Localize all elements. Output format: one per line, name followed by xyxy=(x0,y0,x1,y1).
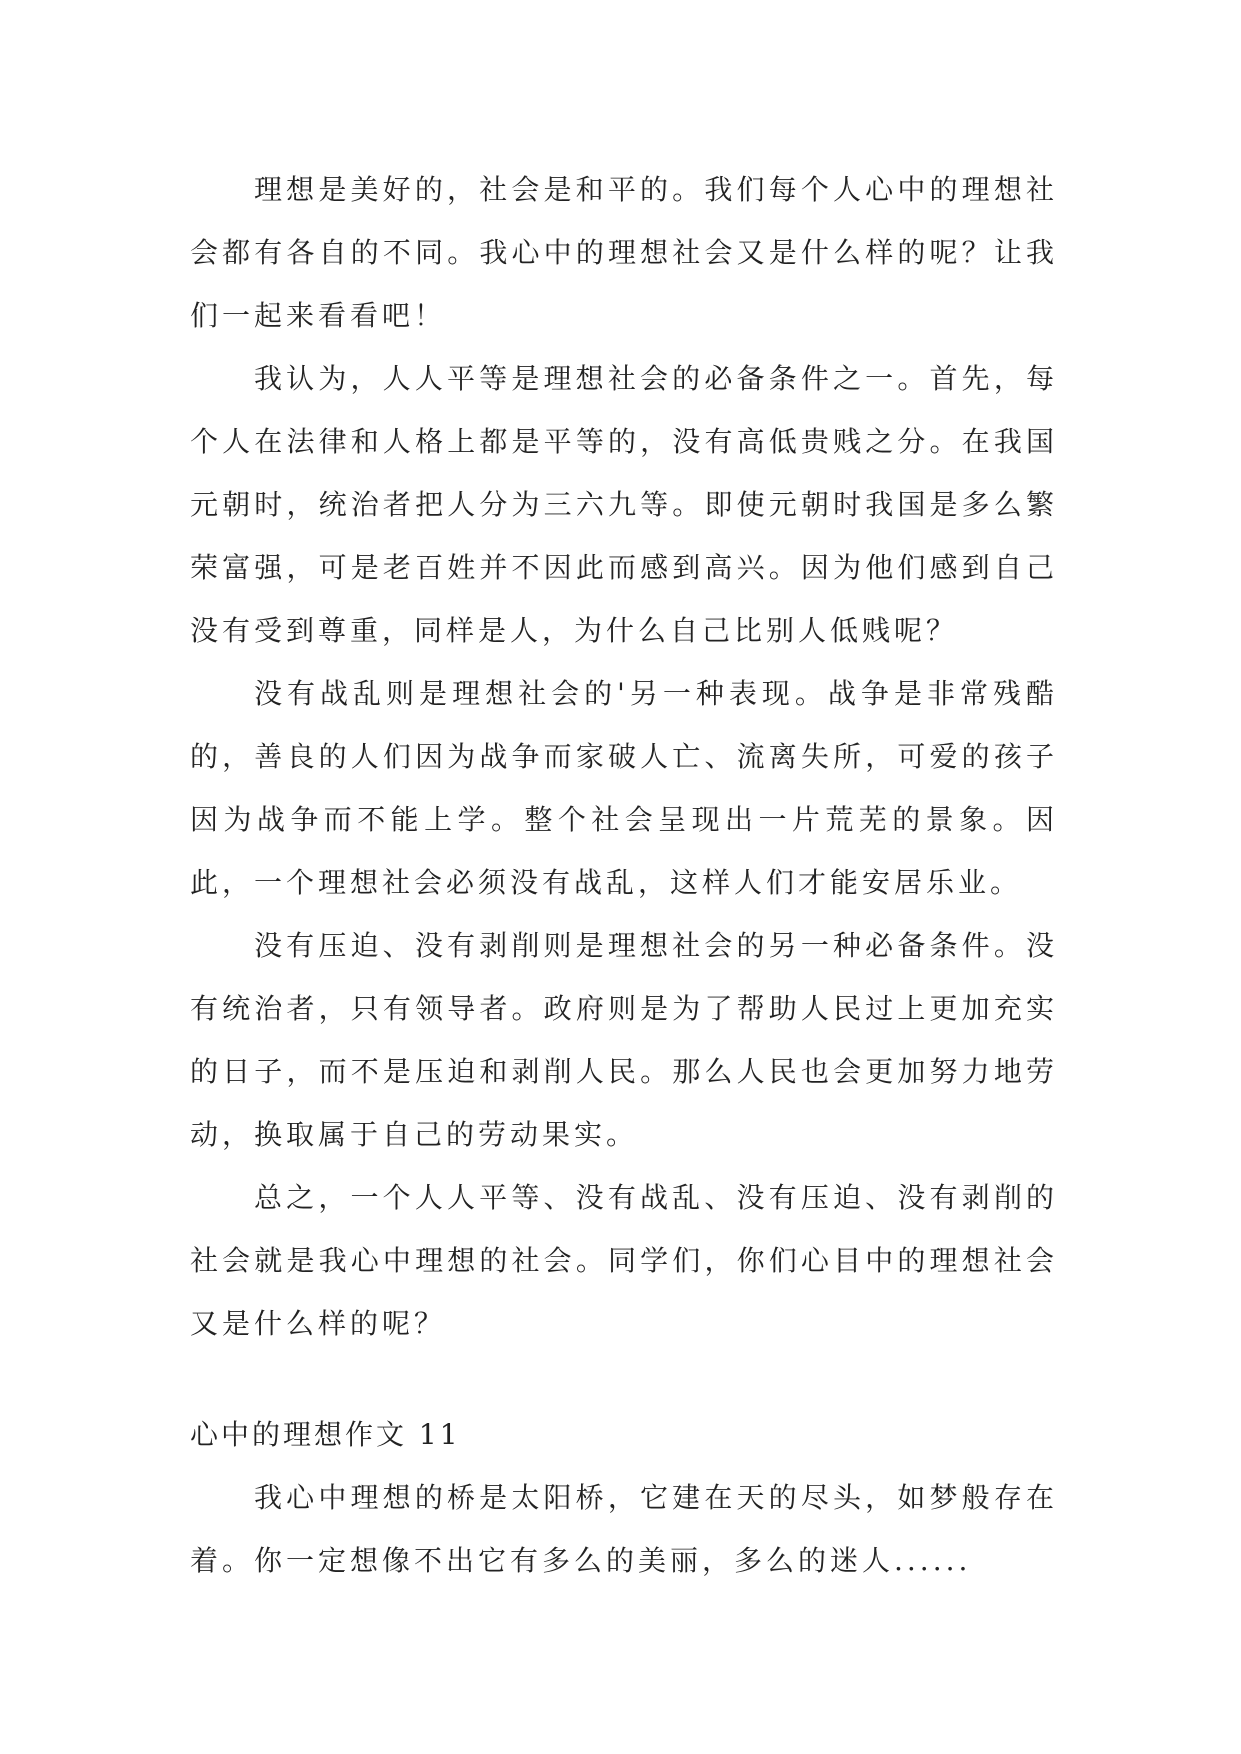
document-page xyxy=(190,158,1058,1592)
section-heading: 心中的理想作文 11 xyxy=(190,1418,461,1451)
paragraph: 总之，一个人人平等、没有战乱、没有压迫、没有剥削的社会就是我心中理想的社会。同学们，你们心目中的理想社会又是什么样的呢？ xyxy=(190,1181,1058,1340)
paragraph: 没有战乱则是理想社会的'另一种表现。战争是非常残酷的，善良的人们因为战争而家破人亡、流离失所，可爱的孩子因为战争而不能上学。整个社会呈现出一片荒芜的景象。因此，一个理想社会必须没有战乱，这样人们才能安居乐业。 xyxy=(190,677,1058,899)
paragraph: 理想是美好的，社会是和平的。我们每个人心中的理想社会都有各自的不同。我心中的理想社会又是什么样的呢？让我们一起来看看吧！ xyxy=(190,173,1058,332)
paragraph: 我认为，人人平等是理想社会的必备条件之一。首先，每个人在法律和人格上都是平等的，没有高低贵贱之分。在我国元朝时，统治者把人分为三六九等。即使元朝时我国是多么繁荣富强，可是老百姓并不因此而感到高兴。因为他们感到自己没有受到尊重，同样是人，为什么自己比别人低贱呢？ xyxy=(190,362,1058,647)
paragraph: 我心中理想的桥是太阳桥，它建在天的尽头，如梦般存在着。你一定想像不出它有多么的美丽，多么的迷人...... xyxy=(190,1481,1058,1577)
paragraph: 没有压迫、没有剥削则是理想社会的另一种必备条件。没有统治者，只有领导者。政府则是为了帮助人民过上更加充实的日子，而不是压迫和剥削人民。那么人民也会更加努力地劳动，换取属于自己的劳动果实。 xyxy=(190,929,1058,1151)
